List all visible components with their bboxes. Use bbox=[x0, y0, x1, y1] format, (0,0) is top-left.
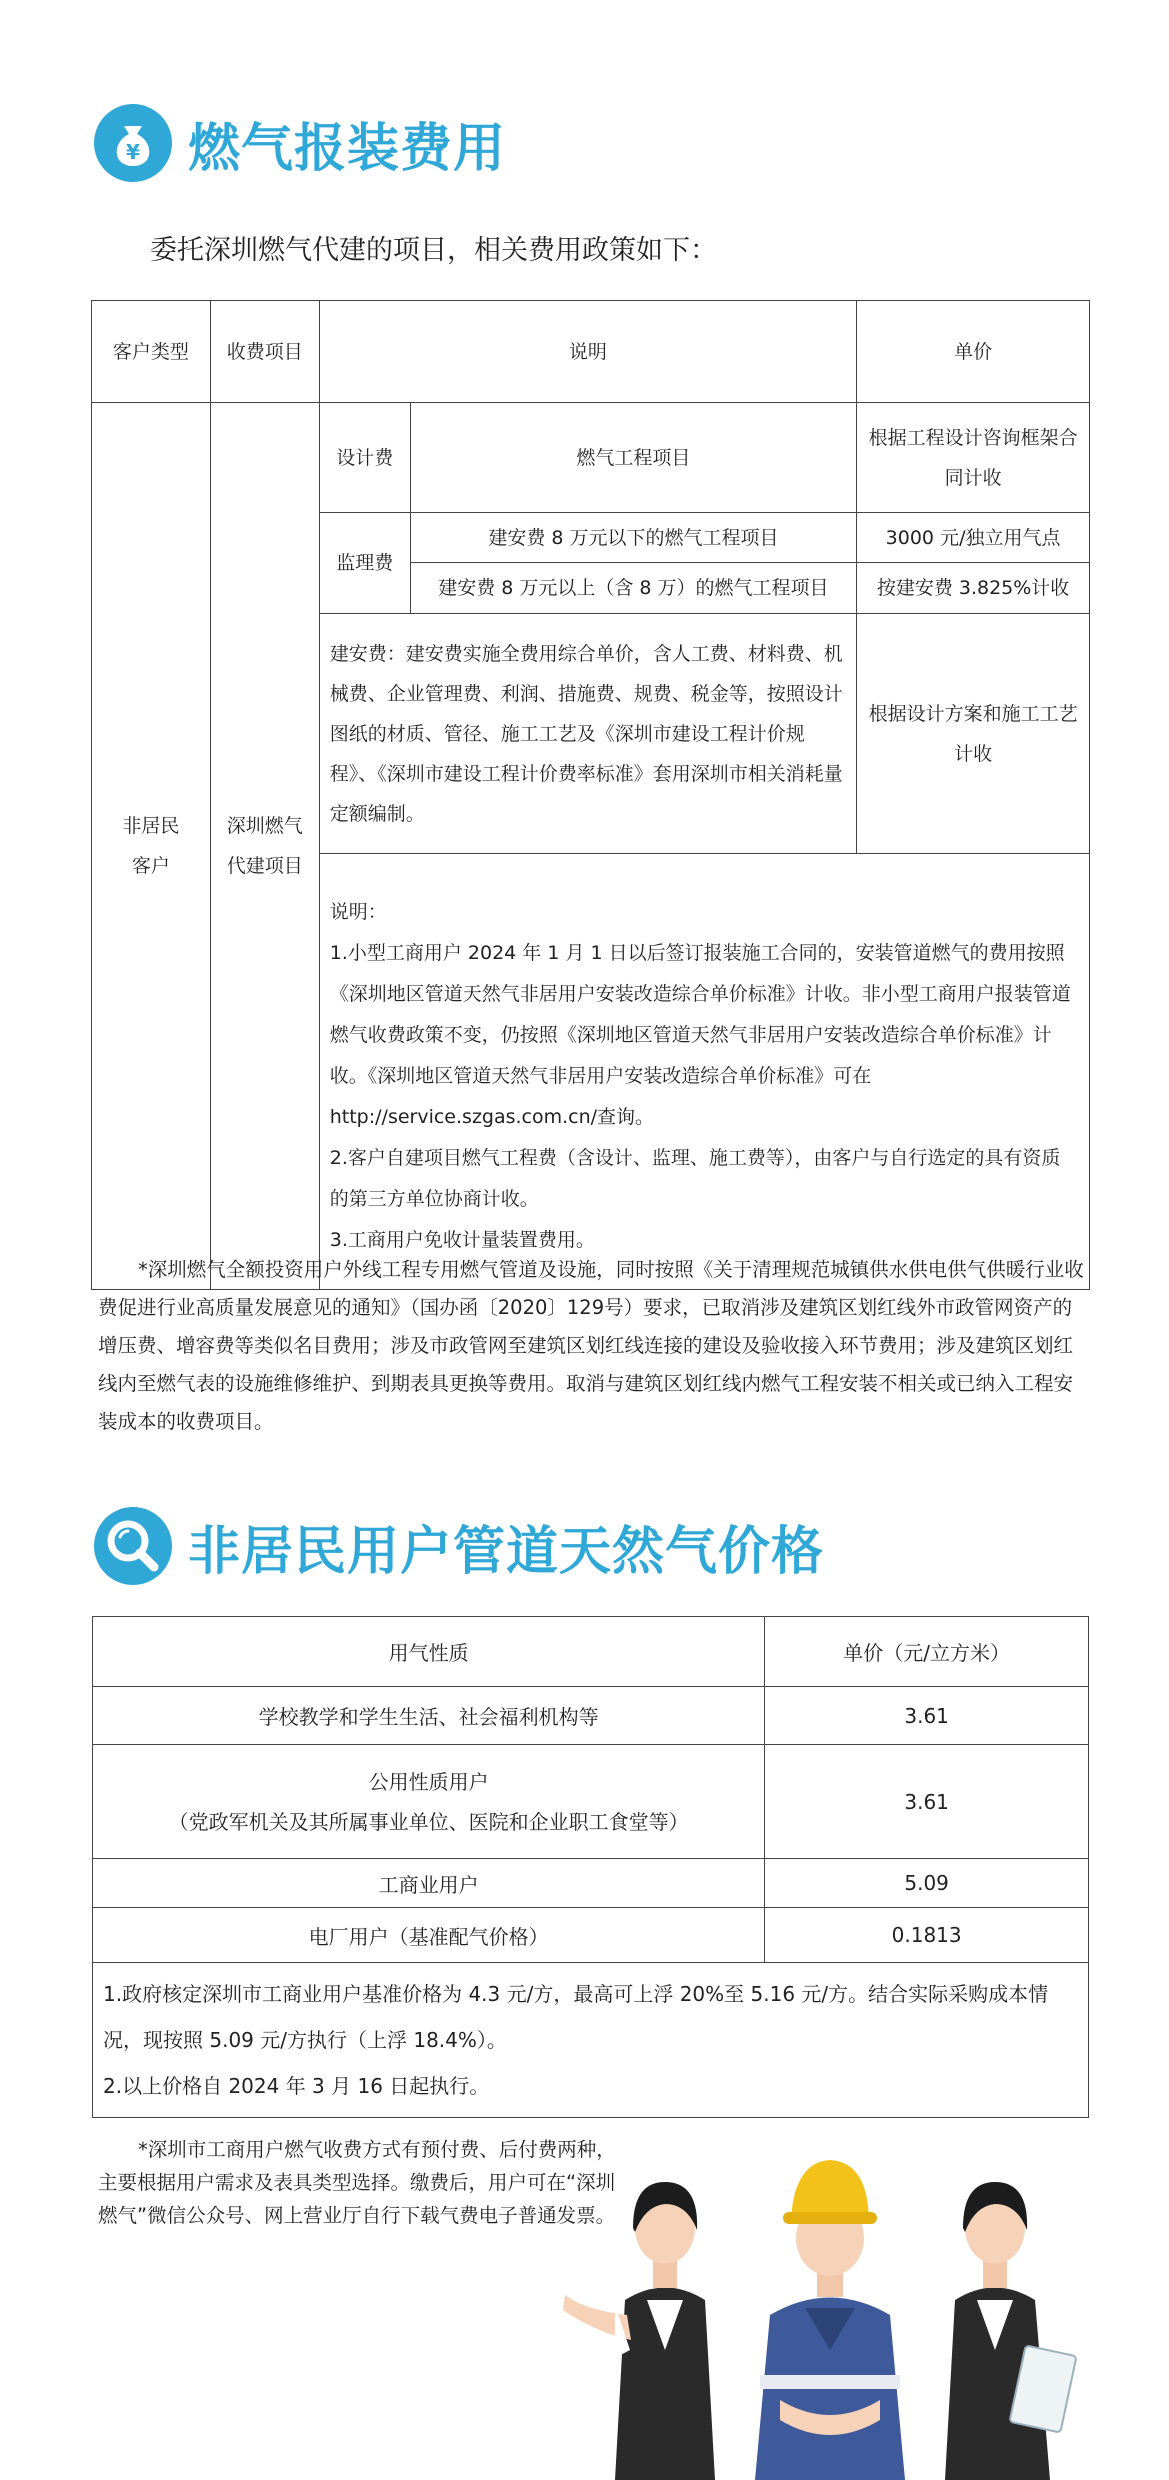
header-description: 说明 bbox=[319, 301, 856, 403]
supervision-fee-label: 监理费 bbox=[319, 513, 410, 614]
section2-title: 非居民用户管道天然气价格 bbox=[188, 1521, 825, 1582]
header-unit-price: 单价 bbox=[857, 301, 1090, 403]
staff-illustration bbox=[555, 2100, 1115, 2480]
price-cell: 0.1813 bbox=[765, 1908, 1089, 1963]
gas-type-cell bbox=[93, 1745, 765, 1859]
section2-footnote: *深圳市工商用户燃气收费方式有预付费、后付费两种，主要根据用户需求及表具类型选择。缴费后，用户可在“深圳燃气”微信公众号、网上营业厅自行下载气费电子普通发票。 bbox=[98, 2138, 616, 2227]
table-row bbox=[93, 1687, 1089, 1745]
price-cell: 3.61 bbox=[765, 1745, 1089, 1859]
customer-type-text: 非居民 客户 bbox=[122, 815, 180, 877]
staff-woman-left bbox=[563, 2182, 715, 2480]
header-gas-type: 用气性质 bbox=[93, 1617, 765, 1687]
money-bag-icon bbox=[94, 104, 172, 182]
header-fee-item: 收费项目 bbox=[210, 301, 319, 403]
header-price: 单价（元/立方米） bbox=[765, 1617, 1089, 1687]
table-header-row bbox=[93, 1617, 1089, 1687]
note-item: 3.工商用户免收计量装置费用。 bbox=[329, 1229, 595, 1251]
svg-text:¥: ¥ bbox=[126, 140, 140, 164]
section1-title: 燃气报装费用 bbox=[188, 118, 507, 179]
table-row bbox=[92, 403, 1090, 513]
gas-type-main: 公用性质用户 bbox=[368, 1769, 489, 1794]
section2-header bbox=[94, 1507, 824, 1585]
gas-type-cell: 工商业用户 bbox=[93, 1859, 765, 1908]
supervision-fee-price-2: 按建安费 3.825%计收 bbox=[857, 563, 1090, 614]
customer-type-cell bbox=[92, 403, 211, 1290]
staff-worker-center bbox=[755, 2160, 905, 2480]
price-cell: 3.61 bbox=[765, 1687, 1089, 1745]
note-item: 1.政府核定深圳市工商业用户基准价格为 4.3 元/方，最高可上浮 20%至 5.16 元/方。结合实际采购成本情况，现按照 5.09 元/方执行（上浮 18.4%）。 bbox=[103, 1982, 1049, 2052]
note-item: 2.客户自建项目燃气工程费（含设计、监理、施工费等），由客户与自行选定的具有资质的第三方单位协商计收。 bbox=[329, 1147, 1061, 1210]
note-item: 1.小型工商用户 2024 年 1 月 1 日以后签订报装施工合同的，安装管道燃气的费用按照《深圳地区管道天然气非居用户安装改造综合单价标准》计收。非小型工商用户报装管道燃气收费政策不变，仍按照《深圳地区管道天然气非居用户安装改造综合单价标准》计收。《深圳地区管道天然气非居用户安装改造综合单价标准》可在 http://service.szgas.com.cn/查询。 bbox=[329, 942, 1071, 1128]
design-fee-desc: 燃气工程项目 bbox=[410, 403, 856, 513]
gas-type-cell: 电厂用户（基准配气价格） bbox=[93, 1908, 765, 1963]
design-fee-label: 设计费 bbox=[319, 403, 410, 513]
supervision-fee-desc-2: 建安费 8 万元以上（含 8 万）的燃气工程项目 bbox=[410, 563, 856, 614]
staff-woman-right bbox=[945, 2182, 1077, 2480]
section1-footnote: *深圳燃气全额投资用户外线工程专用燃气管道及设施，同时按照《关于清理规范城镇供水供电供气供暖行业收费促进行业高质量发展意见的通知》（国办函〔2020〕129号）要求，已取消涉及建筑区划红线外市政管网资产的增压费、增容费等类似名目费用；涉及市政管网至建筑区划红线连接的建设及验收接入环节费用；涉及建筑区划红线内至燃气表的设施维修维护、到期表具更换等费用。取消与建筑区划红线内燃气工程安装不相关或已纳入工程安装成本的收费项目。 bbox=[98, 1258, 1084, 1433]
table-row bbox=[93, 1745, 1089, 1859]
note-item: 2.以上价格自 2024 年 3 月 16 日起执行。 bbox=[103, 2074, 490, 2098]
construction-fee-desc: 建安费：建安费实施全费用综合单价，含人工费、材料费、机械费、企业管理费、利润、措施费、规费、税金等，按照设计图纸的材质、管径、施工工艺及《深圳市建设工程计价规程》、《深圳市建设工程计价费率标准》套用深圳市相关消耗量定额编制。 bbox=[319, 614, 856, 854]
table-notes-row bbox=[93, 1963, 1089, 2118]
magnifier-icon bbox=[94, 1507, 172, 1585]
section1-header bbox=[94, 104, 506, 182]
price-notes bbox=[93, 1963, 1089, 2118]
table-notes bbox=[319, 854, 1089, 1290]
fee-table bbox=[91, 300, 1090, 1290]
construction-fee-price: 根据设计方案和施工工艺计收 bbox=[857, 614, 1090, 854]
header-customer-type: 客户类型 bbox=[92, 301, 211, 403]
price-table bbox=[92, 1616, 1089, 2118]
supervision-fee-desc-1: 建安费 8 万元以下的燃气工程项目 bbox=[410, 513, 856, 563]
design-fee-price: 根据工程设计咨询框架合同计收 bbox=[857, 403, 1090, 513]
gas-type-cell: 学校教学和学生生活、社会福利机构等 bbox=[93, 1687, 765, 1745]
section1-intro: 委托深圳燃气代建的项目，相关费用政策如下： bbox=[150, 235, 717, 266]
table-header-row bbox=[92, 301, 1090, 403]
gas-type-sub: （党政军机关及其所属事业单位、医院和企业职工食堂等） bbox=[168, 1809, 689, 1834]
supervision-fee-price-1: 3000 元/独立用气点 bbox=[857, 513, 1090, 563]
notes-heading: 说明： bbox=[329, 901, 387, 923]
fee-item-cell bbox=[210, 403, 319, 1290]
table-row bbox=[93, 1859, 1089, 1908]
fee-item-text: 深圳燃气 代建项目 bbox=[226, 815, 303, 877]
table-row bbox=[93, 1908, 1089, 1963]
price-cell: 5.09 bbox=[765, 1859, 1089, 1908]
